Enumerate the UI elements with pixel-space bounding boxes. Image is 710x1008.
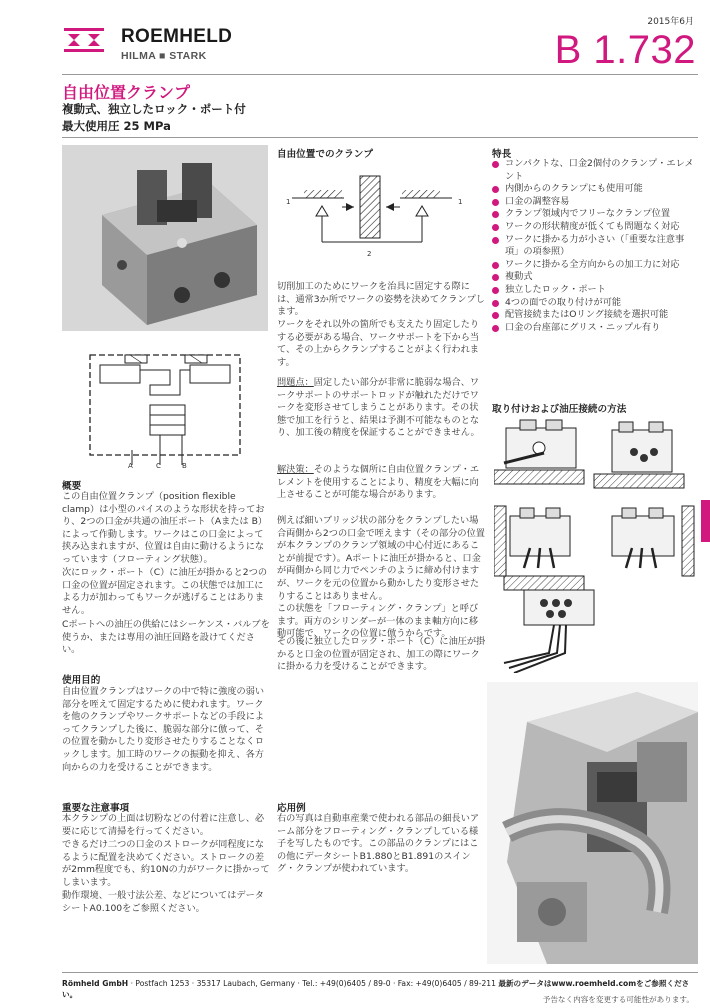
notes-paragraph-1: 本クランプの上面は切粉などの付着に注意し、必要に応じて清掃を行ってください。: [62, 813, 265, 837]
solution-text: そのような個所に自由位置クランプ・エレメントを使用することにより、精度を大幅に向上させることが可能な場合があります。: [277, 464, 480, 501]
port-label-b: B: [182, 462, 187, 470]
diagram-heading: 自由位置でのクランプ: [277, 149, 373, 160]
diagram-label-1-right: 1: [458, 198, 463, 206]
feature-item: ワークに掛かる全方向からの加工力に対応: [492, 259, 697, 272]
mounting-illustrations: [494, 418, 699, 673]
port-label-a: A: [128, 462, 133, 470]
purpose-heading: 使用目的: [62, 675, 101, 686]
roemheld-logo: [62, 24, 106, 56]
application-paragraph: 右の写真は自動車産業で使われる部品の細長いアーム部分をフローティング・クランプしている様子を写したものです。この部品のクランプにはこの他にデータシートB1.880とB1.891のスイング・クランプが使われています。: [277, 813, 480, 875]
footer-latest-data: 最新のデータはwww.roemheld.comをご参照ください。: [62, 979, 690, 999]
footer-note: 予告なく内容を変更する可能性があります。: [542, 995, 694, 1004]
page-title: 自由位置クランプ: [62, 83, 191, 102]
brand-name: ROEMHELD: [121, 26, 233, 47]
problem-paragraph: [277, 377, 487, 440]
purpose-paragraph: 自由位置クランプはワークの中で特に強度の弱い部分を咥えて固定するために使われます。ワークを他のクランプやワークサポートなどの手段によってクランプした後に、脆弱な部分に倣って、その位置を動かしたり変形させたりすることなくロックします。加工時のワークの振動を抑え、各方向からの力を受けることができます。: [62, 686, 265, 773]
feature-item: 内側からのクランプにも使用可能: [492, 183, 697, 196]
solution-paragraph: [277, 464, 487, 502]
feature-item: 配管接続またはOリング接続を選択可能: [492, 309, 697, 322]
problem-text: 固定したい部分が非常に脆弱な場合、ワークサポートのサポートロッドが触れただけでワークを変形させてしまうことがあります。その状態で加工を行うと、結果は予測不可能なものとなり、加工後の精度を保証することができません。: [277, 377, 480, 439]
mounting-heading: 取り付けおよび油圧接続の方法: [492, 404, 627, 415]
intro-paragraph-1: 切削加工のためにワークを治具に固定する際には、通常3か所でワークの姿勢を決めてクランプします。: [277, 281, 485, 318]
overview-heading: 概要: [62, 481, 82, 492]
brand-subtitle: HILMA ■ STARK: [121, 50, 207, 62]
document-number: B 1.732: [554, 28, 696, 72]
notes-heading: 重要な注意事項: [62, 803, 130, 814]
footer-divider: [62, 972, 698, 973]
overview-paragraph-1: この自由位置クランプ（position flexible clamp）は小型のバイスのような形状を持っており、2つの口金が共通の油圧ポート（Aまたは B）によって作動します。ワークはこの口金によって挟み込まれますが、位置は自由に動けるようになっています（フローティング状態）。: [62, 491, 268, 565]
feature-item: 複動式: [492, 271, 697, 284]
feature-item: 独立したロック・ポート: [492, 284, 697, 297]
footer-company: Römheld GmbH: [62, 979, 129, 988]
page-subtitle-2: 最大使用圧 25 MPa: [62, 119, 171, 133]
features-heading: 特長: [492, 149, 512, 160]
lock-port-paragraph: その後に独立したロック・ポート（C）に油圧が掛かると口金の位置が固定され、加工の際にワークに掛かる力を受けることができます。: [277, 636, 486, 673]
title-divider: [62, 137, 698, 138]
floating-clamp-paragraph: この状態を「フローティング・クランプ」と呼びます。両方のシリンダーが一体のまま軸方向に移動可能で、ワークの位置に倣うからです。: [277, 603, 479, 640]
feature-item: 4つの面での取り付けが可能: [492, 297, 697, 310]
notes-paragraph-2: できるだけ二つの口金のストロークが同程度になるように配置を決めてください。ストロークの差が2mm程度でも、約10Nの力がワークに掛かってしまいます。: [62, 839, 270, 888]
issue-date: 2015年6月: [647, 17, 694, 27]
section-marker: [701, 500, 710, 542]
feature-item: ワークの形状精度が低くても問題なく対応: [492, 221, 697, 234]
hydraulic-schematic: [70, 340, 270, 470]
application-photo: [487, 682, 698, 964]
port-label-c: C: [156, 462, 161, 470]
feature-item: ワークに掛かる力が小さい（「重要な注意事項」の項参照）: [492, 234, 697, 259]
feature-item: コンパクトな、口金2個付のクランプ・エレメント: [492, 158, 697, 183]
footer-address: · Postfach 1253 · 35317 Laubach, Germany · Tel.: +49(0)6405 / 89-0 · Fax: +49(0)6405 / 89-211: [128, 979, 499, 988]
intro-paragraph-2: ワークをそれ以外の箇所でも支えたり固定したりする必要がある場合、ワークサポートを下から当て、その上からクランプすることがよく行われます。: [277, 319, 480, 368]
feature-item: 口金の台座部にグリス・ニップル有り: [492, 322, 697, 335]
application-heading: 応用例: [277, 803, 306, 814]
notes-paragraph-3: 動作環境、一般寸法公差、などについてはデータシートA0.100をご参照ください。: [62, 890, 264, 914]
diagram-label-1-left: 1: [286, 198, 291, 206]
feature-item: クランプ領域内でフリーなクランプ位置: [492, 208, 697, 221]
problem-label: 問題点：: [277, 377, 314, 388]
page-subtitle-1: 複動式、独立したロック・ポート付: [62, 102, 246, 116]
diagram-label-2: 2: [367, 250, 372, 258]
header-divider: [62, 74, 698, 75]
floating-clamp-diagram: [282, 172, 462, 262]
overview-paragraph-2: 次にロック・ポート（C）に油圧が掛かると2つの口金の位置が固定されます。この状態では加工による力が加わってもワークが逃げることはありません。: [62, 567, 268, 616]
solution-label: 解決策：: [277, 464, 314, 475]
feature-item: 口金の調整容易: [492, 196, 697, 209]
example-paragraph: 例えば細いブリッジ状の部分をクランプしたい場合両側から2つの口金で咥えます（その部分の位置が本クランプのクランプ領域の中心付近にあることが前提です）。Aポートに油圧が掛かると、口金が両側から同じ力でペンチのように締め付けますが、ワークを元の位置から動かしたり変形させたりすることはありません。: [277, 515, 485, 602]
product-photo: [62, 145, 268, 331]
overview-paragraph-3: Cポートへの油圧の供給にはシーケンス・バルブを使うか、または専用の油圧回路を設けてください。: [62, 619, 270, 656]
features-list: [492, 158, 697, 334]
